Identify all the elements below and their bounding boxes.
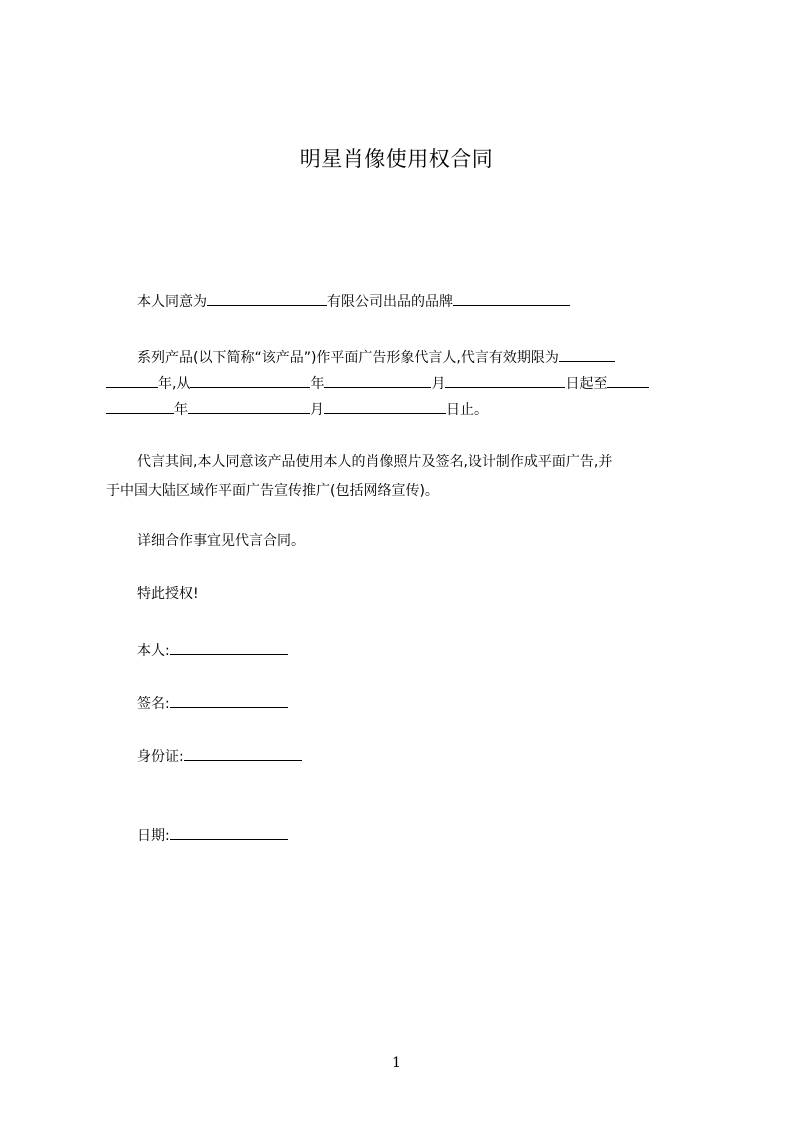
end-month-label: 月	[310, 402, 324, 418]
field-person	[137, 639, 288, 661]
term-years-blank[interactable]	[559, 346, 615, 362]
end-year-label: 年	[174, 402, 188, 418]
field-signature-blank[interactable]	[170, 692, 288, 708]
end-day-blank[interactable]	[324, 398, 446, 414]
paragraph-consent	[137, 290, 570, 312]
end-month-blank[interactable]	[188, 398, 310, 414]
term-text: 系列产品(以下简称“该产品”)作平面广告形象代言人,代言有效期限为	[137, 350, 559, 366]
field-signature-label: 签名:	[137, 696, 170, 712]
paragraph-authorization: 特此授权!	[137, 586, 199, 602]
start-year-label: 年	[310, 376, 325, 392]
paragraph-term-line-3	[106, 398, 488, 420]
start-month-blank[interactable]	[324, 372, 431, 388]
field-date-label: 日期:	[137, 828, 170, 844]
consent-text-brand: 有限公司出品的品牌	[327, 294, 453, 310]
end-year-blank-cont[interactable]	[106, 398, 174, 414]
start-day-label: 日起至	[565, 376, 608, 392]
consent-text-start: 本人同意为	[137, 294, 207, 310]
field-id-card-blank[interactable]	[184, 745, 302, 761]
from-text: 年,从	[158, 376, 191, 392]
paragraph-details: 详细合作事宜见代言合同。	[137, 533, 305, 549]
field-person-blank[interactable]	[170, 639, 288, 655]
field-date	[137, 824, 288, 846]
brand-name-blank[interactable]	[453, 290, 570, 306]
field-id-card	[137, 745, 302, 767]
start-day-blank[interactable]	[445, 372, 565, 388]
document-title: 明星肖像使用权合同	[299, 147, 494, 171]
end-day-label: 日止。	[446, 402, 488, 418]
start-month-label: 月	[431, 376, 446, 392]
field-date-blank[interactable]	[170, 824, 288, 840]
start-year-blank[interactable]	[190, 372, 310, 388]
end-year-blank[interactable]	[607, 372, 649, 388]
paragraph-term-line-1	[137, 346, 615, 368]
field-id-card-label: 身份证:	[137, 749, 184, 765]
field-person-label: 本人:	[137, 643, 170, 659]
company-name-blank[interactable]	[207, 290, 327, 306]
field-signature	[137, 692, 288, 714]
term-years-blank-cont[interactable]	[106, 372, 158, 388]
page-number: 1	[392, 1055, 401, 1071]
paragraph-term-line-2	[106, 372, 649, 394]
paragraph-usage-line-2: 于中国大陆区域作平面广告宣传推广(包括网络宣传)。	[106, 483, 439, 499]
paragraph-usage-line-1: 代言其间,本人同意该产品使用本人的肖像照片及签名,设计制作成平面广告,并	[137, 454, 613, 470]
